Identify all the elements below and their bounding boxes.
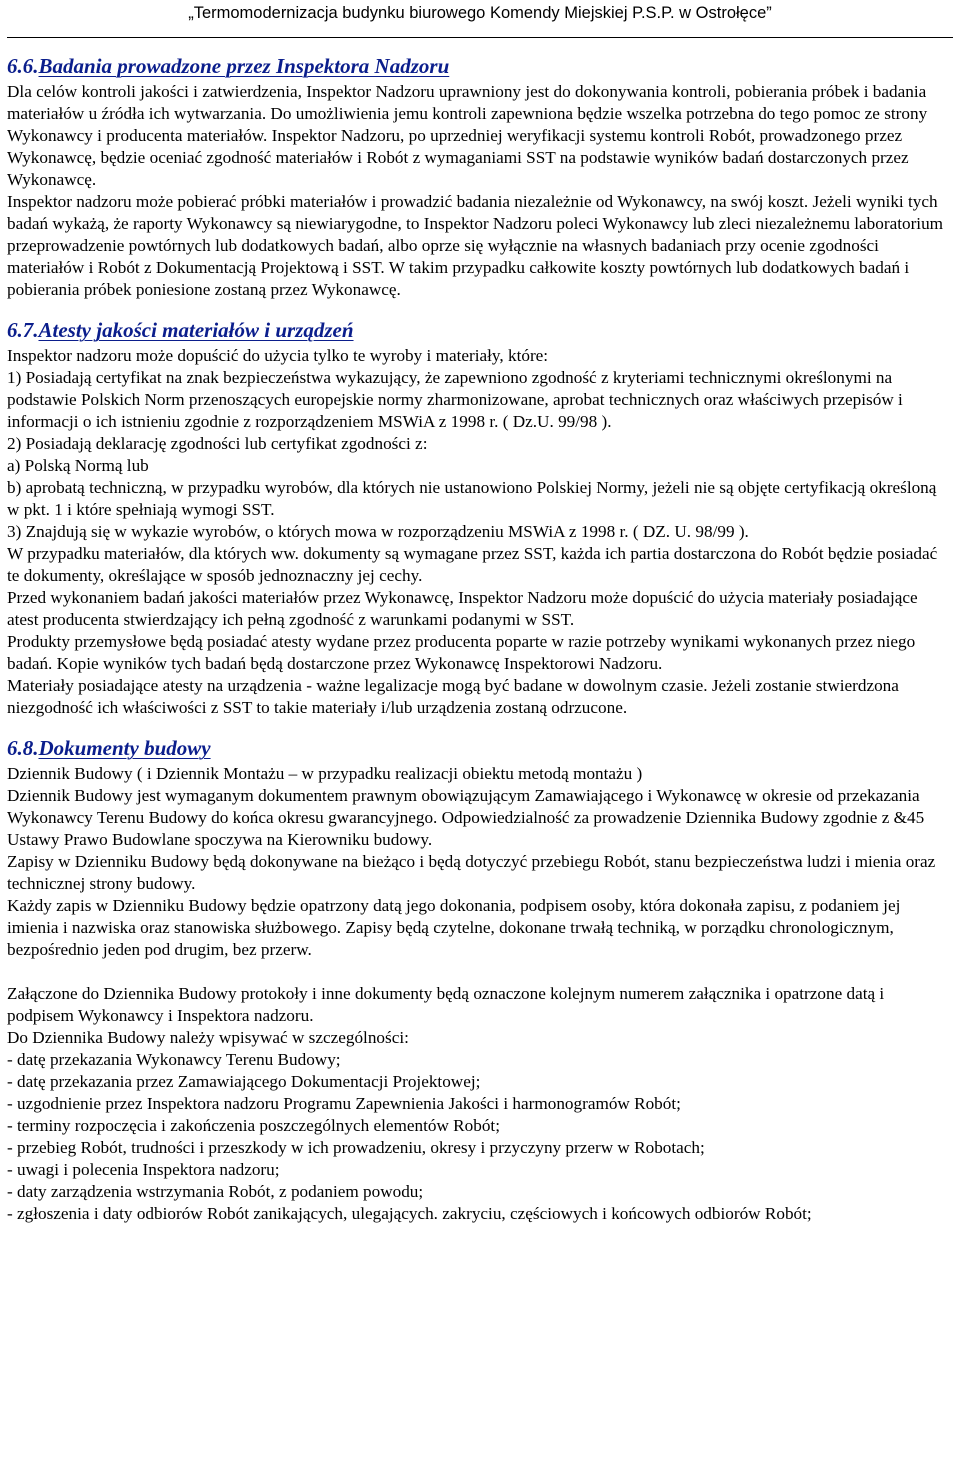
paragraph: Dziennik Budowy ( i Dziennik Montażu – w przypadku realizacji obiektu metodą montażu ): [7, 764, 643, 783]
running-header: „Termomodernizacja budynku biurowego Komendy Miejskiej P.S.P. w Ostrołęce”: [188, 4, 772, 22]
section-number: 6.7.: [7, 318, 39, 342]
paragraph: Inspektor nadzoru może dopuścić do użycia tylko te wyroby i materiały, które:: [7, 346, 549, 365]
document-page: [7, 0, 953, 1465]
paragraph: Dziennik Budowy jest wymaganym dokumentem prawnym obowiązującym Zamawiającego i Wykonawcę w okresie od przekazania Wykonawcy Terenu Budowy do końca okresu gwarancyjnego. Odpowiedzialność za prowadzenie Dziennika Budowy zgodnie z &45 Ustawy Prawo Budowlane spoczywa na Kierowniku budowy.: [7, 786, 925, 849]
paragraph: 3) Znajdują się w wykazie wyrobów, o których mowa w rozporządzeniu MSWiA z 1998 r. ( DZ. U. 98/99 ).: [7, 522, 749, 541]
list-item: - terminy rozpoczęcia i zakończenia poszczególnych elementów Robót;: [7, 1116, 500, 1135]
section-heading: [7, 733, 953, 763]
section-title: Badania prowadzone przez Inspektora Nadzoru: [38, 54, 450, 78]
section-heading: [7, 51, 953, 81]
section-number: 6.8.: [7, 736, 39, 760]
paragraph: Dla celów kontroli jakości i zatwierdzenia, Inspektor Nadzoru uprawniony jest do dokonywania kontroli, pobierania próbek i badania materiałów u źródła ich wytwarzania. Do umożliwienia jemu kontroli zapewniona będzie wszelka potrzebna do tego pomoc ze strony Wykonawcy i producenta materiałów. Inspektor Nadzoru, po uprzedniej weryfikacji systemu kontroli Robót, prowadzonego przez Wykonawcę, będzie oceniać zgodność materiałów i Robót z wymaganiami SST na podstawie wyników badań dostarczonych przez Wykonawcę.: [7, 82, 928, 189]
section-title: Dokumenty budowy: [38, 736, 211, 760]
blank-line: [7, 961, 953, 983]
section-6-7: [7, 315, 953, 719]
paragraph: Do Dziennika Budowy należy wpisywać w szczególności:: [7, 1028, 409, 1047]
list-item: - zgłoszenia i daty odbiorów Robót zanikających, ulegających. zakryciu, częściowych i końcowych odbiorów Robót;: [7, 1204, 812, 1223]
paragraph: Inspektor nadzoru może pobierać próbki materiałów i prowadzić badania niezależnie od Wykonawcy, na swój koszt. Jeżeli wyniki tych badań wykażą, że raporty Wykonawcy są niewiarygodne, to Inspektor Nadzoru poleci Wykonawcy lub zleci niezależnemu laboratorium przeprowadzenie powtórnych lub dodatkowych badań, albo oprze się wyłącznie na własnych badaniach przy ocenie zgodności materiałów i Robót z Dokumentacją Projektową i SST. W takim przypadku całkowite koszty powtórnych lub dodatkowych badań i pobierania próbek poniesione zostaną przez Wykonawcę.: [7, 192, 944, 299]
paragraph: a) Polską Normą lub: [7, 456, 149, 475]
list-item: - uwagi i polecenia Inspektora nadzoru;: [7, 1160, 280, 1179]
paragraph: 1) Posiadają certyfikat na znak bezpieczeństwa wykazujący, że zapewniono zgodność z kryteriami technicznymi określonymi na podstawie Polskich Norm przenoszących europejskie normy zharmonizowane, aprobat technicznych oraz właściwych przepisów i informacji o ich istnieniu zgodnie z rozporządzeniem MSWiA z 1998 r. ( Dz.U. 99/98 ).: [7, 368, 903, 431]
paragraph: W przypadku materiałów, dla których ww. dokumenty są wymagane przez SST, każda ich partia dostarczona do Robót będzie posiadać te dokumenty, określające w sposób jednoznaczny jej cechy.: [7, 544, 938, 585]
header-rule: [7, 37, 953, 38]
list-item: - przebieg Robót, trudności i przeszkody w ich prowadzeniu, okresy i przyczyny przerw w Robotach;: [7, 1138, 705, 1157]
section-title: Atesty jakości materiałów i urządzeń: [38, 318, 354, 342]
list-item: - uzgodnienie przez Inspektora nadzoru Programu Zapewnienia Jakości i harmonogramów Robót;: [7, 1094, 681, 1113]
paragraph: b) aprobatą techniczną, w przypadku wyrobów, dla których nie ustanowiono Polskiej Normy, jeżeli nie są objęte certyfikacją określoną w pkt. 1 i które spełniają wymogi SST.: [7, 478, 937, 519]
paragraph: 2) Posiadają deklarację zgodności lub certyfikat zgodności z:: [7, 434, 428, 453]
paragraph: Produkty przemysłowe będą posiadać atesty wydane przez producenta poparte w razie potrzeby wynikami wykonanych przez niego badań. Kopie wyników tych badań będą dostarczone przez Wykonawcę Inspektorowi Nadzoru.: [7, 632, 916, 673]
paragraph: Każdy zapis w Dzienniku Budowy będzie opatrzony datą jego dokonania, podpisem osoby, która dokonała zapisu, z podaniem jej imienia i nazwiska oraz stanowiska służbowego. Zapisy będą czytelne, dokonane trwałą techniką, w porządku chronologicznym, bezpośrednio jeden pod drugim, bez przerw.: [7, 896, 901, 959]
paragraph: Załączone do Dziennika Budowy protokoły i inne dokumenty będą oznaczone kolejnym numerem załącznika i opatrzone datą i podpisem Wykonawcy i Inspektora nadzoru.: [7, 984, 885, 1025]
paragraph: Zapisy w Dzienniku Budowy będą dokonywane na bieżąco i będą dotyczyć przebiegu Robót, stanu bezpieczeństwa ludzi i mienia oraz technicznej strony budowy.: [7, 852, 936, 893]
section-6-6: [7, 51, 953, 301]
paragraph: Przed wykonaniem badań jakości materiałów przez Wykonawcę, Inspektor Nadzoru może dopuścić do użycia materiały posiadające atest producenta stwierdzający ich pełną zgodność z warunkami podanymi w SST.: [7, 588, 918, 629]
paragraph: Materiały posiadające atesty na urządzenia - ważne legalizacje mogą być badane w dowolnym czasie. Jeżeli zostanie stwierdzona niezgodność ich właściwości z SST to takie materiały i/lub urządzenia zostaną odrzucone.: [7, 676, 899, 717]
list-item: - daty zarządzenia wstrzymania Robót, z podaniem powodu;: [7, 1182, 424, 1201]
list-item: - datę przekazania Wykonawcy Terenu Budowy;: [7, 1050, 341, 1069]
section-heading: [7, 315, 953, 345]
section-number: 6.6.: [7, 54, 39, 78]
section-6-8: [7, 733, 953, 1225]
list-item: - datę przekazania przez Zamawiającego Dokumentacji Projektowej;: [7, 1072, 481, 1091]
document-body: [7, 51, 953, 1225]
